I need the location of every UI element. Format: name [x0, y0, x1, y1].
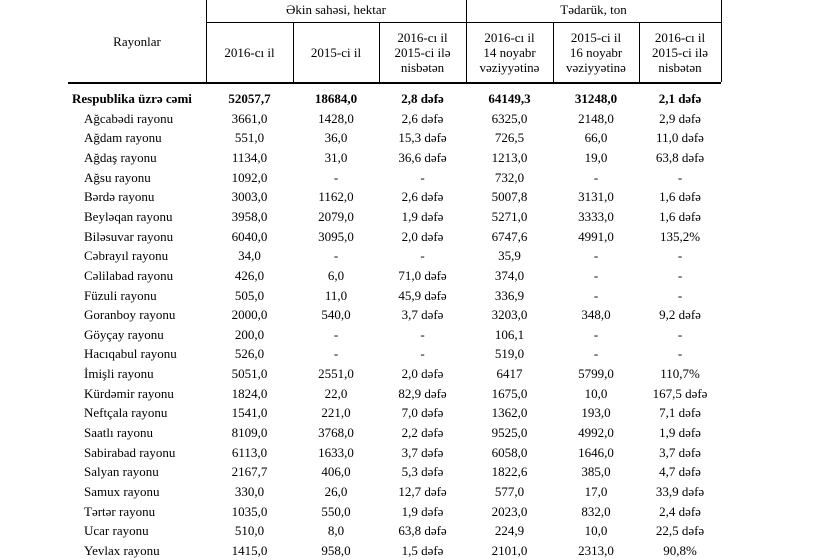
table-cell: 12,7 dəfə: [398, 484, 447, 499]
table-cell: 3958,0: [231, 208, 268, 224]
table-cell: -: [333, 346, 339, 362]
table-cell: 2148,0: [578, 110, 614, 126]
table-cell: 35,9: [498, 248, 521, 264]
table-cell: 2079,0: [318, 208, 354, 224]
row-label: Ucar rayonu: [84, 523, 149, 539]
table-cell: 18684,0: [314, 91, 358, 106]
table-cell: 336,9: [494, 287, 525, 303]
table-cell: 3768,0: [318, 425, 354, 441]
table-cell: 1,6 dəfə: [659, 189, 701, 205]
table-cell: 90,8%: [663, 542, 697, 558]
table-cell: 1,9 dəfə: [401, 208, 444, 224]
table-cell: 110,7%: [660, 366, 700, 382]
row-label: İmişli rayonu: [84, 366, 154, 382]
table-cell: 526,0: [234, 346, 265, 362]
table-cell: -: [420, 248, 425, 264]
table-cell: 374,0: [494, 267, 525, 283]
table-cell: 551,0: [234, 130, 265, 146]
header-sub-line: 2015-ci ilə: [394, 44, 451, 60]
table-cell: 577,0: [494, 484, 525, 499]
table-cell: 2,8 dəfə: [401, 91, 444, 106]
row-label: Beyləqan rayonu: [84, 208, 173, 224]
table-cell: 2167,7: [231, 464, 268, 480]
table-cell: -: [333, 248, 339, 264]
table-cell: 2,1 dəfə: [658, 91, 702, 106]
table-cell: 3095,0: [318, 228, 354, 244]
row-label: Kürdəmir rayonu: [84, 385, 174, 401]
table-cell: 36,0: [324, 130, 348, 146]
table-cell: 832,0: [581, 503, 611, 519]
table-cell: -: [677, 267, 683, 283]
column-divider: [206, 0, 207, 82]
row-label: Ağdaş rayonu: [84, 149, 157, 165]
header-sub-line: 2016-cı il: [484, 29, 535, 45]
table-cell: 224,9: [494, 523, 525, 539]
table-cell: 5799,0: [578, 366, 614, 382]
table-cell: 1,5 dəfə: [401, 542, 444, 558]
table-cell: 4992,0: [578, 425, 614, 441]
table-cell: 519,0: [494, 346, 525, 362]
table-cell: 1134,0: [231, 149, 268, 165]
table-cell: 64149,3: [488, 91, 531, 106]
table-cell: 9525,0: [491, 425, 528, 441]
header-sub-line: nisbətən: [400, 59, 445, 75]
header-sub-1: [206, 45, 293, 60]
table-cell: 22,5 dəfə: [655, 523, 705, 539]
header-sub-line: 2016-cı il: [397, 29, 448, 45]
column-divider: [721, 0, 722, 82]
table-cell: -: [677, 248, 683, 264]
header-sub-line: 2015-ci ilə: [652, 44, 708, 60]
table-cell: 2,0 dəfə: [401, 228, 444, 244]
table-cell: 2023,0: [491, 503, 528, 519]
table-cell: 31,0: [324, 149, 348, 165]
table-cell: 36,6 dəfə: [398, 149, 447, 165]
table-cell: 1675,0: [491, 385, 528, 401]
table-cell: -: [677, 169, 683, 185]
table-cell: 31248,0: [574, 91, 618, 106]
row-label: Goranboy rayonu: [84, 307, 176, 323]
table-cell: 2,9 dəfə: [659, 110, 701, 126]
table-cell: 5051,0: [231, 366, 268, 382]
table-cell: 7,0 dəfə: [401, 405, 444, 421]
row-label: Saatlı rayonu: [84, 425, 153, 441]
table-cell: -: [420, 326, 425, 342]
table-cell: 22,0: [324, 385, 348, 401]
table-cell: -: [677, 287, 683, 303]
table-cell: 11,0: [324, 287, 348, 303]
table-cell: 1824,0: [231, 385, 268, 401]
header-sub-line: 2016-cı il: [654, 29, 706, 45]
table-cell: 106,1: [494, 326, 525, 342]
row-label: Ağdam rayonu: [84, 130, 162, 146]
table-cell: 66,0: [584, 130, 608, 146]
table-cell: 1035,0: [231, 503, 268, 519]
header-sub-3: [379, 30, 466, 75]
table-cell: 1428,0: [318, 110, 354, 126]
table-cell: 34,0: [238, 248, 261, 264]
row-label: Cəlilabad rayonu: [84, 267, 174, 283]
table-cell: 330,0: [234, 484, 265, 499]
table-cell: 2313,0: [578, 542, 614, 558]
table-cell: 6113,0: [231, 444, 268, 460]
row-label: Yevlax rayonu: [84, 542, 160, 558]
table-cell: 135,2%: [659, 228, 701, 244]
table-cell: 1646,0: [578, 444, 614, 460]
table-cell: -: [593, 169, 599, 185]
table-cell: -: [593, 248, 599, 264]
table-cell: 2551,0: [318, 366, 354, 382]
table-cell: 3,7 dəfə: [401, 307, 444, 323]
row-label: Hacıqabul rayonu: [84, 346, 177, 362]
table-cell: 15,3 dəfə: [398, 130, 447, 146]
table-cell: 1213,0: [491, 149, 528, 165]
table-cell: 11,0 dəfə: [656, 130, 704, 146]
table-cell: 348,0: [581, 307, 611, 323]
table-cell: 6417: [496, 366, 523, 382]
row-label: Bərdə rayonu: [84, 189, 155, 205]
table-cell: 3661,0: [231, 110, 268, 126]
table-cell: 2,2 dəfə: [401, 425, 444, 441]
table-cell: -: [593, 326, 599, 342]
table-cell: -: [593, 346, 599, 362]
table-cell: 1633,0: [318, 444, 354, 460]
table-cell: 2,4 dəfə: [659, 503, 701, 519]
table-cell: 1362,0: [491, 405, 528, 421]
table-cell: 63,8 dəfə: [398, 523, 447, 539]
header-sub-line: nisbətən: [658, 59, 702, 75]
header-bottom-rule: [68, 82, 721, 84]
table-cell: 221,0: [321, 405, 351, 421]
table-cell: 10,0: [584, 523, 608, 539]
table-cell: 1415,0: [231, 542, 268, 558]
table-cell: 26,0: [324, 484, 348, 499]
table-cell: 45,9 dəfə: [398, 287, 447, 303]
table-cell: 7,1 dəfə: [659, 405, 701, 421]
table-cell: 5007,8: [491, 189, 528, 205]
header-sub-line: 2016-cı il: [224, 44, 275, 60]
row-label: Sabirabad rayonu: [84, 444, 176, 460]
header-sub-line: vəziyyətinə: [566, 59, 626, 75]
table-cell: -: [420, 169, 425, 185]
table-cell: 540,0: [321, 307, 351, 323]
table-cell: 63,8 dəfə: [655, 149, 705, 165]
table-cell: 52057,7: [228, 91, 271, 106]
row-label: Samux rayonu: [84, 484, 160, 499]
row-label: Neftçala rayonu: [84, 405, 168, 421]
table-cell: 6325,0: [491, 110, 528, 126]
header-sub-line: 2015-ci il: [570, 29, 622, 45]
header-region-label: Rayonlar: [113, 34, 161, 49]
table-cell: 1822,6: [491, 464, 528, 480]
table-cell: 3003,0: [231, 189, 268, 205]
table-cell: 3131,0: [578, 189, 614, 205]
table-cell: -: [333, 326, 339, 342]
header-group-divider: [206, 22, 721, 23]
table-cell: 385,0: [581, 464, 611, 480]
table-cell: 167,5 dəfə: [652, 385, 708, 401]
table-cell: 6058,0: [491, 444, 528, 460]
row-label: Ağsu rayonu: [84, 169, 151, 185]
table-cell: 1162,0: [318, 189, 354, 205]
table-cell: -: [677, 346, 683, 362]
table-cell: 71,0 dəfə: [398, 267, 447, 283]
header-group-area: Əkin sahəsi, hektar: [285, 2, 386, 17]
header-sub-line: vəziyyətinə: [479, 59, 540, 75]
header-sub-line: 14 noyabr: [483, 44, 536, 60]
table-cell: 510,0: [234, 523, 265, 539]
header-sub-2: [293, 45, 379, 60]
table-cell: 8,0: [327, 523, 345, 539]
table-cell: 2,6 dəfə: [401, 110, 444, 126]
table-cell: -: [420, 346, 425, 362]
table-cell: 5,3 dəfə: [401, 464, 444, 480]
table-cell: 6,0: [327, 267, 345, 283]
table-cell: 200,0: [234, 326, 265, 342]
header-sub-5: [553, 30, 639, 75]
table-cell: 2000,0: [231, 307, 268, 323]
table-cell: -: [593, 287, 599, 303]
row-label: Füzuli rayonu: [84, 287, 157, 303]
row-label: Göyçay rayonu: [84, 326, 164, 342]
table-cell: 958,0: [321, 542, 351, 558]
table-cell: 1092,0: [231, 169, 268, 185]
table-cell: 19,0: [584, 149, 608, 165]
header-group-harvest: Tədarük, ton: [560, 2, 627, 17]
table-cell: 193,0: [581, 405, 611, 421]
table-cell: 732,0: [494, 169, 525, 185]
table-cell: 82,9 dəfə: [398, 385, 447, 401]
table-cell: 1,6 dəfə: [659, 208, 701, 224]
table-cell: 505,0: [234, 287, 265, 303]
table-cell: 726,5: [494, 130, 525, 146]
table-cell: 1,9 dəfə: [659, 425, 701, 441]
table-cell: 2101,0: [491, 542, 528, 558]
table-cell: 8109,0: [231, 425, 268, 441]
row-label: Ağcabədi rayonu: [84, 110, 174, 126]
table-cell: 2,6 dəfə: [401, 189, 444, 205]
table-cell: 3203,0: [491, 307, 528, 323]
row-label: Salyan rayonu: [84, 464, 159, 480]
table-cell: 4991,0: [578, 228, 614, 244]
row-label: Biləsuvar rayonu: [84, 228, 174, 244]
header-sub-line: 2015-ci il: [310, 44, 362, 60]
table-cell: -: [333, 169, 339, 185]
table-cell: 6747,6: [491, 228, 528, 244]
table-cell: 550,0: [321, 503, 351, 519]
table-cell: -: [593, 267, 599, 283]
table-cell: 4,7 dəfə: [659, 464, 701, 480]
table-cell: 406,0: [321, 464, 351, 480]
table-cell: 10,0: [584, 385, 608, 401]
row-label: Cəbrayıl rayonu: [84, 248, 169, 264]
table-cell: 9,2 dəfə: [659, 307, 701, 323]
table-cell: 1541,0: [231, 405, 268, 421]
table-cell: 5271,0: [491, 208, 528, 224]
table-cell: 33,9 dəfə: [655, 484, 705, 499]
table-cell: 426,0: [234, 267, 265, 283]
table-cell: -: [677, 326, 683, 342]
table-cell: 3,7 dəfə: [659, 444, 701, 460]
row-label: Respublika üzrə cəmi: [72, 91, 192, 106]
table-cell: 6040,0: [231, 228, 268, 244]
header-sub-6: [639, 30, 721, 75]
table-cell: 17,0: [584, 484, 608, 499]
table-cell: 2,0 dəfə: [401, 366, 444, 382]
table-cell: 3,7 dəfə: [401, 444, 444, 460]
header-sub-4: [466, 30, 553, 75]
table-cell: 3333,0: [578, 208, 614, 224]
row-label: Tərtər rayonu: [84, 503, 156, 519]
table-cell: 1,9 dəfə: [401, 503, 444, 519]
header-sub-line: 16 noyabr: [569, 44, 623, 60]
